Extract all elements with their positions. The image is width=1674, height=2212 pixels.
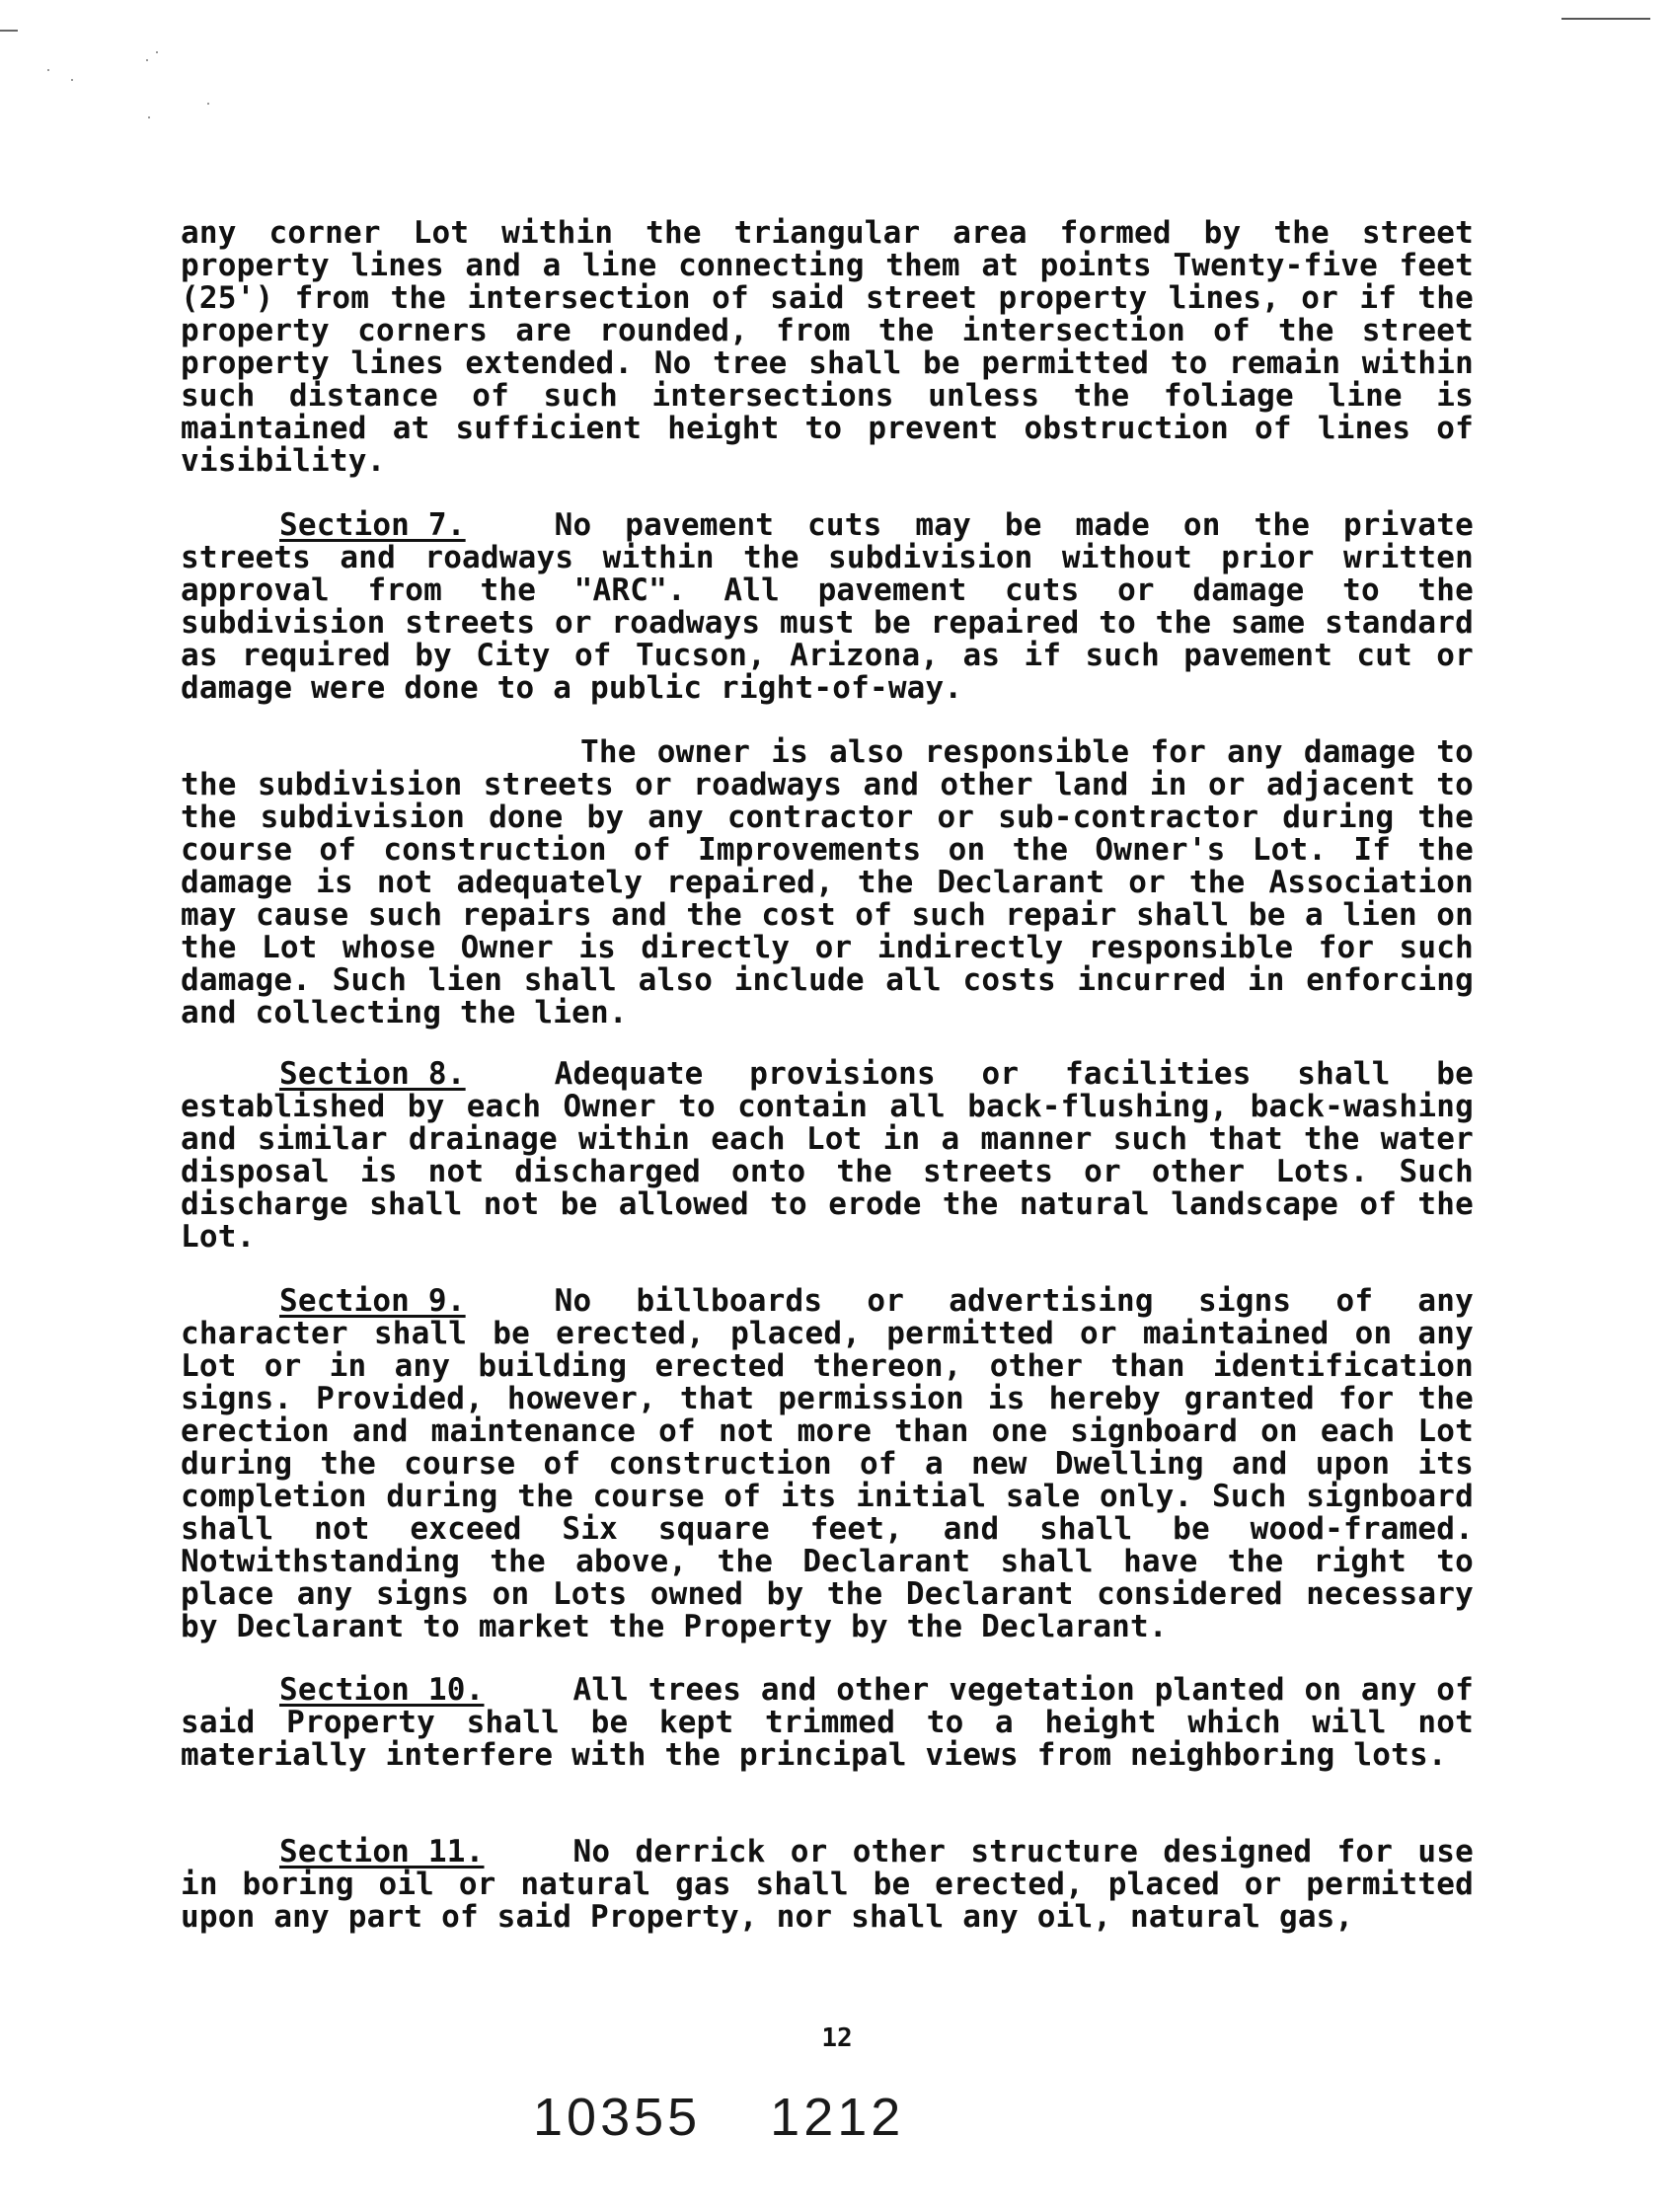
- section-7-continuation-paragraph: [181, 736, 1474, 1030]
- section-7: [181, 509, 1474, 705]
- scan-speck: [47, 69, 49, 71]
- section-8-paragraph: [181, 1058, 1474, 1254]
- section-7-heading: Section 7.: [279, 507, 466, 543]
- section-10-heading: Section 10.: [279, 1672, 485, 1708]
- section-10: [181, 1674, 1474, 1772]
- section-7-continuation: [181, 736, 1474, 1030]
- section-9: [181, 1285, 1474, 1643]
- top-right-rule: [1561, 18, 1650, 20]
- section-9-heading: Section 9.: [279, 1283, 466, 1319]
- section-7-continuation-body: The owner is also responsible for any damage to the subdivision streets or roadways and other land in or adjacent to the subdivision done by any contractor or sub-contractor during the course of construction of Improvements on the Owner's Lot. If the damage is not adequately repaired, the Declarant or the Association may cause such repairs and the cost of such repair shall be a lien on the Lot whose Owner is directly or indirectly responsible for such damage. Such lien shall also include all costs incurred in enforcing and collecting the lien.: [181, 734, 1474, 1030]
- paragraph-continuation: [181, 217, 1474, 478]
- section-11: [181, 1836, 1474, 1934]
- section-11-body: No derrick or other structure designed for use in boring oil or natural gas shall be erected, placed or permitted upon any part of said Property, nor shall any oil, natural gas,: [181, 1834, 1474, 1935]
- section-10-paragraph: [181, 1674, 1474, 1772]
- section-7-body: No pavement cuts may be made on the private streets and roadways within the subdivision without prior written approval from the "ARC". All pavement cuts or damage to the subdivision streets or roadways must be repaired to the same standard as required by City of Tucson, Arizona, as if such pavement cut or damage were done to a public right-of-way.: [181, 507, 1474, 706]
- section-8-body: Adequate provisions or facilities shall be established by each Owner to contain all back-flushing, back-washing and similar drainage within each Lot in a manner such that the water disposal is not discharged onto the streets or other Lots. Such discharge shall not be allowed to erode the natural landscape of the Lot.: [181, 1056, 1474, 1255]
- section-9-paragraph: [181, 1285, 1474, 1643]
- scan-speck: [156, 51, 158, 53]
- section-9-body: No billboards or advertising signs of any character shall be erected, placed, permitted or maintained on any Lot or in any building erected thereon, other than identification signs. Provided, however, that permission is hereby granted for the erection and maintenance of not more than one signboard on each Lot during the course of construction of a new Dwelling and upon its completion during the course of its initial sale only. Such signboard shall not exceed Six square feet, and shall be wood-framed. Notwithstanding the above, the Declarant shall have the right to place any signs on Lots owned by the Declarant considered necessary by Declarant to market the Property by the Declarant.: [181, 1283, 1474, 1644]
- paragraph-text: any corner Lot within the triangular area formed by the street property lines and a line connecting them at points Twenty-five feet (25') from the intersection of said street property lines, or if the property corners are rounded, from the intersection of the street property lines extended. No tree shall be permitted to remain within such distance of such intersections unless the foliage line is maintained at sufficient height to prevent obstruction of lines of visibility.: [181, 215, 1474, 479]
- section-10-body: All trees and other vegetation planted on any of said Property shall be kept trimmed to a height which will not materially interfere with the principal views from neighboring lots.: [181, 1672, 1474, 1773]
- scan-speck: [207, 103, 209, 105]
- top-left-tick: [0, 30, 18, 32]
- recording-page-number: 1212: [770, 2088, 905, 2147]
- recording-stamp: [533, 2087, 904, 2148]
- scan-speck: [71, 79, 73, 81]
- section-11-heading: Section 11.: [279, 1834, 485, 1869]
- page-number: 12: [821, 2023, 853, 2053]
- scan-speck: [148, 116, 150, 118]
- section-7-paragraph: [181, 509, 1474, 705]
- section-11-paragraph: [181, 1836, 1474, 1934]
- section-8-heading: Section 8.: [279, 1056, 466, 1092]
- section-8: [181, 1058, 1474, 1254]
- recording-book-number: 10355: [533, 2088, 702, 2147]
- scan-speck: [146, 59, 148, 61]
